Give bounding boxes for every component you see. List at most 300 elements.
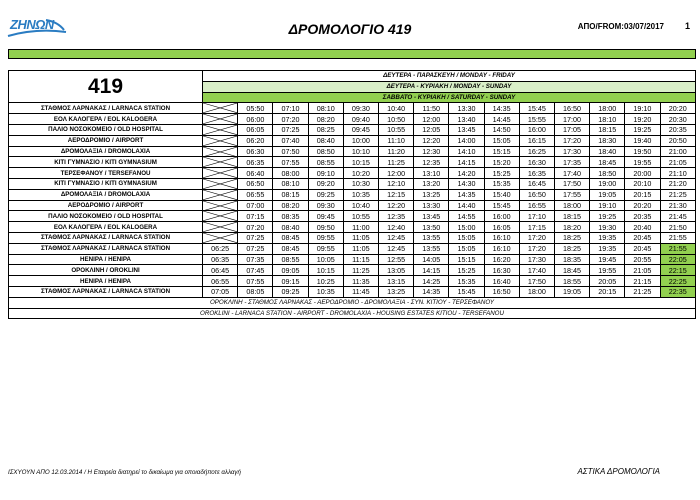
time-cell: 19:45 xyxy=(590,254,625,265)
time-cell: 07:15 xyxy=(238,211,273,222)
time-cell: 16:30 xyxy=(519,157,554,168)
time-cell: 06:20 xyxy=(238,135,273,146)
validity-note: ΙΣΧΥΟΥΝ ΑΠΟ 12.03.2014 / Η Εταιρεία διατηρεί το δικαίωμα για οποιαδήποτε αλλαγή xyxy=(8,469,241,476)
stop-name: ΗΕΝΙΡΑ / HENIPA xyxy=(9,254,203,265)
no-service-cell xyxy=(203,135,238,146)
time-cell: 19:55 xyxy=(625,157,660,168)
no-service-cell xyxy=(203,146,238,157)
time-cell: 10:50 xyxy=(379,114,414,125)
time-cell: 17:50 xyxy=(519,276,554,287)
no-service-cell xyxy=(203,168,238,179)
time-cell: 18:45 xyxy=(590,157,625,168)
time-cell: 21:55 xyxy=(660,243,696,254)
cross-mark-icon xyxy=(203,147,237,157)
time-cell: 08:40 xyxy=(273,222,308,233)
time-cell: 16:30 xyxy=(484,265,519,276)
time-cell: 12:05 xyxy=(414,124,449,135)
time-cell: 17:20 xyxy=(519,232,554,243)
time-cell: 06:50 xyxy=(238,178,273,189)
time-cell: 20:40 xyxy=(625,222,660,233)
stop-name: ΤΕΡΣΕΦΑΝΟΥ / TERSEFANOU xyxy=(9,168,203,179)
cross-mark-icon xyxy=(203,168,237,178)
cross-mark-icon xyxy=(203,179,237,189)
no-service-cell xyxy=(203,189,238,200)
time-cell: 18:25 xyxy=(554,232,589,243)
time-cell: 10:05 xyxy=(308,254,343,265)
table-row xyxy=(9,232,696,243)
time-cell: 16:00 xyxy=(484,211,519,222)
time-cell: 11:05 xyxy=(343,232,378,243)
time-cell: 06:25 xyxy=(203,243,238,254)
no-service-cell xyxy=(203,103,238,114)
time-cell: 21:20 xyxy=(660,178,696,189)
time-cell: 20:20 xyxy=(625,200,660,211)
time-cell: 14:35 xyxy=(484,103,519,114)
time-cell: 07:55 xyxy=(238,276,273,287)
time-cell: 13:55 xyxy=(414,243,449,254)
time-cell: 18:40 xyxy=(590,146,625,157)
time-cell: 13:30 xyxy=(414,200,449,211)
time-cell: 20:00 xyxy=(625,168,660,179)
route-note: OROKLINI - LARNACA STATION - AIRPORT - DROMOLAXIA - HOUSING ESTATES KITIOU - TERSEFANOU xyxy=(9,308,696,319)
table-row xyxy=(9,103,696,114)
stop-name: ΗΕΝΙΡΑ / HENIPA xyxy=(9,276,203,287)
time-cell: 09:45 xyxy=(308,211,343,222)
time-cell: 08:45 xyxy=(273,243,308,254)
time-cell: 22:15 xyxy=(660,265,696,276)
table-row xyxy=(9,243,696,254)
time-cell: 16:50 xyxy=(519,189,554,200)
time-cell: 17:50 xyxy=(554,178,589,189)
time-cell: 13:55 xyxy=(414,232,449,243)
stop-name: ΣΤΑΘΜΟΣ ΛΑΡΝΑΚΑΣ / LARNACA STATION xyxy=(9,243,203,254)
time-cell: 21:25 xyxy=(625,286,660,297)
time-cell: 16:20 xyxy=(484,254,519,265)
effective-date: ΑΠΟ/FROM:03/07/2017 xyxy=(577,22,664,31)
time-cell: 06:00 xyxy=(238,114,273,125)
time-cell: 09:45 xyxy=(343,124,378,135)
cross-mark-icon xyxy=(203,201,237,211)
time-cell: 19:10 xyxy=(625,103,660,114)
stop-name: ΚΙΤΙ ΓΥΜΝΑΣΙΟ / KITI GYMNASIUM xyxy=(9,178,203,189)
time-cell: 21:00 xyxy=(660,146,696,157)
time-cell: 14:10 xyxy=(449,146,484,157)
time-cell: 12:40 xyxy=(379,222,414,233)
time-cell: 08:10 xyxy=(273,178,308,189)
time-cell: 18:50 xyxy=(590,168,625,179)
time-cell: 15:15 xyxy=(484,146,519,157)
time-cell: 18:15 xyxy=(590,124,625,135)
cross-mark-icon xyxy=(203,136,237,146)
time-cell: 19:50 xyxy=(625,146,660,157)
time-cell: 19:25 xyxy=(625,124,660,135)
time-cell: 07:35 xyxy=(238,254,273,265)
time-cell: 21:45 xyxy=(660,211,696,222)
time-cell: 21:55 xyxy=(660,232,696,243)
service-type: ΑΣΤΙΚΑ ΔΡΟΜΟΛΟΓΙΑ xyxy=(577,467,660,476)
time-cell: 14:40 xyxy=(449,200,484,211)
time-cell: 21:05 xyxy=(660,157,696,168)
time-cell: 20:10 xyxy=(625,178,660,189)
band-monday-friday: ΔΕΥΤΕΡΑ - ΠΑΡΑΣΚΕΥΗ / MONDAY - FRIDAY xyxy=(203,71,696,82)
time-cell: 22:05 xyxy=(660,254,696,265)
time-cell: 06:05 xyxy=(238,124,273,135)
time-cell: 12:20 xyxy=(414,135,449,146)
time-cell: 14:00 xyxy=(449,135,484,146)
cross-mark-icon xyxy=(203,157,237,167)
time-cell: 08:25 xyxy=(308,124,343,135)
table-row xyxy=(9,178,696,189)
stop-name: ΠΑΛΙΟ ΝΟΣΟΚΟΜΕΙΟ / OLD HOSPITAL xyxy=(9,124,203,135)
time-cell: 17:40 xyxy=(554,168,589,179)
time-cell: 07:20 xyxy=(238,222,273,233)
time-cell: 19:35 xyxy=(590,243,625,254)
time-cell: 16:50 xyxy=(554,103,589,114)
table-row xyxy=(9,276,696,287)
time-cell: 17:15 xyxy=(519,222,554,233)
time-cell: 13:45 xyxy=(449,124,484,135)
time-cell: 08:50 xyxy=(308,146,343,157)
no-service-cell xyxy=(203,114,238,125)
time-cell: 05:50 xyxy=(238,103,273,114)
time-cell: 16:55 xyxy=(519,200,554,211)
time-cell: 12:35 xyxy=(379,211,414,222)
time-cell: 19:10 xyxy=(590,200,625,211)
time-cell: 13:15 xyxy=(379,276,414,287)
time-cell: 12:10 xyxy=(379,178,414,189)
time-cell: 07:00 xyxy=(238,200,273,211)
no-service-cell xyxy=(203,124,238,135)
header-green-bar xyxy=(8,49,696,59)
page-title: ΔΡΟΜΟΛΟΓΙΟ 419 xyxy=(288,21,412,37)
time-cell: 10:30 xyxy=(343,178,378,189)
time-cell: 19:05 xyxy=(590,189,625,200)
time-cell: 10:25 xyxy=(308,276,343,287)
time-cell: 15:15 xyxy=(449,254,484,265)
stop-name: ΣΤΑΘΜΟΣ ΛΑΡΝΑΚΑΣ / LARNACA STATION xyxy=(9,103,203,114)
time-cell: 19:55 xyxy=(590,265,625,276)
time-cell: 16:40 xyxy=(484,276,519,287)
time-cell: 15:05 xyxy=(484,135,519,146)
time-cell: 21:50 xyxy=(660,222,696,233)
time-cell: 09:30 xyxy=(308,200,343,211)
time-cell: 13:45 xyxy=(414,211,449,222)
stop-name: ΕΟΛ ΚΑΛΟΓΕΡΑ / EOL KALOGERA xyxy=(9,222,203,233)
time-cell: 17:30 xyxy=(554,146,589,157)
time-cell: 16:05 xyxy=(484,222,519,233)
time-cell: 13:20 xyxy=(414,178,449,189)
time-cell: 07:10 xyxy=(273,103,308,114)
time-cell: 17:00 xyxy=(554,114,589,125)
time-cell: 09:10 xyxy=(308,168,343,179)
time-cell: 09:55 xyxy=(308,232,343,243)
stop-name: ΣΤΑΘΜΟΣ ΛΑΡΝΑΚΑΣ / LARNACA STATION xyxy=(9,286,203,297)
time-cell: 11:35 xyxy=(343,276,378,287)
time-cell: 14:05 xyxy=(414,254,449,265)
time-cell: 19:40 xyxy=(625,135,660,146)
time-cell: 09:05 xyxy=(273,265,308,276)
table-row xyxy=(9,135,696,146)
time-cell: 08:10 xyxy=(308,103,343,114)
time-cell: 15:25 xyxy=(484,168,519,179)
time-cell: 18:15 xyxy=(554,211,589,222)
time-cell: 19:25 xyxy=(590,211,625,222)
time-cell: 10:55 xyxy=(343,211,378,222)
time-cell: 17:40 xyxy=(519,265,554,276)
time-cell: 07:25 xyxy=(238,243,273,254)
table-row xyxy=(9,200,696,211)
time-cell: 15:45 xyxy=(449,286,484,297)
time-cell: 16:25 xyxy=(519,146,554,157)
table-row xyxy=(9,189,696,200)
time-cell: 11:20 xyxy=(379,146,414,157)
time-cell: 19:05 xyxy=(554,286,589,297)
time-cell: 16:50 xyxy=(484,286,519,297)
stop-name: ΕΟΛ ΚΑΛΟΓΕΡΑ / EOL KALOGERA xyxy=(9,114,203,125)
time-cell: 06:55 xyxy=(238,189,273,200)
table-row xyxy=(9,157,696,168)
time-cell: 20:50 xyxy=(660,135,696,146)
time-cell: 14:15 xyxy=(449,157,484,168)
time-cell: 17:05 xyxy=(554,124,589,135)
time-cell: 07:50 xyxy=(273,146,308,157)
time-cell: 15:00 xyxy=(449,222,484,233)
time-cell: 09:20 xyxy=(308,178,343,189)
time-cell: 22:25 xyxy=(660,276,696,287)
time-cell: 20:15 xyxy=(590,286,625,297)
time-cell: 12:55 xyxy=(379,254,414,265)
time-cell: 18:25 xyxy=(554,243,589,254)
time-cell: 22:35 xyxy=(660,286,696,297)
time-cell: 11:25 xyxy=(379,157,414,168)
time-cell: 20:45 xyxy=(625,232,660,243)
table-row xyxy=(9,211,696,222)
cross-mark-icon xyxy=(203,190,237,200)
time-cell: 21:25 xyxy=(660,189,696,200)
time-cell: 15:35 xyxy=(449,276,484,287)
time-cell: 15:05 xyxy=(449,243,484,254)
time-cell: 20:15 xyxy=(625,189,660,200)
stop-name: ΟΡΟΚΛΙΝΗ / OROKLINI xyxy=(9,265,203,276)
time-cell: 10:00 xyxy=(343,135,378,146)
time-cell: 14:25 xyxy=(414,276,449,287)
time-cell: 08:00 xyxy=(273,168,308,179)
time-cell: 21:15 xyxy=(625,276,660,287)
time-cell: 13:25 xyxy=(414,189,449,200)
no-service-cell xyxy=(203,222,238,233)
time-cell: 07:45 xyxy=(238,265,273,276)
route-note: ΟΡΟΚΛΙΝΗ - ΣΤΑΘΜΟΣ ΛΑΡΝΑΚΑΣ - ΑΕΡΟΔΡΟΜΙΟ - ΔΡΟΜΟΛΑΞΙΑ - ΣΥΝ. ΚΙΤΙΟΥ - ΤΕΡΣΕΦΑΝΟΥ xyxy=(9,297,696,308)
time-cell: 12:20 xyxy=(379,200,414,211)
stop-name: ΠΑΛΙΟ ΝΟΣΟΚΟΜΕΙΟ / OLD HOSPITAL xyxy=(9,211,203,222)
time-cell: 20:35 xyxy=(660,124,696,135)
time-cell: 08:20 xyxy=(308,114,343,125)
band-row xyxy=(9,71,696,82)
time-cell: 14:15 xyxy=(414,265,449,276)
table-row xyxy=(9,124,696,135)
time-cell: 16:15 xyxy=(519,135,554,146)
time-cell: 19:20 xyxy=(625,114,660,125)
time-cell: 06:30 xyxy=(238,146,273,157)
time-cell: 17:55 xyxy=(554,189,589,200)
route-number: 419 xyxy=(9,71,203,103)
time-cell: 10:35 xyxy=(343,189,378,200)
time-cell: 10:35 xyxy=(308,286,343,297)
stop-name: ΚΙΤΙ ΓΥΜΝΑΣΙΟ / KITI GYMNASIUM xyxy=(9,157,203,168)
route-note-row xyxy=(9,308,696,319)
no-service-cell xyxy=(203,157,238,168)
time-cell: 15:05 xyxy=(449,232,484,243)
time-cell: 08:45 xyxy=(273,232,308,243)
time-cell: 18:10 xyxy=(590,114,625,125)
time-cell: 11:25 xyxy=(343,265,378,276)
time-cell: 16:00 xyxy=(519,124,554,135)
time-cell: 17:20 xyxy=(519,243,554,254)
table-row xyxy=(9,265,696,276)
time-cell: 14:35 xyxy=(414,286,449,297)
band-saturday-sunday: ΣΑΒΒΑΤΟ - ΚΥΡΙΑΚΗ / SATURDAY - SUNDAY xyxy=(203,92,696,103)
time-cell: 20:45 xyxy=(625,243,660,254)
band-monday-sunday: ΔΕΥΤΕΡΑ - ΚΥΡΙΑΚΗ / MONDAY - SUNDAY xyxy=(203,81,696,92)
time-cell: 10:20 xyxy=(343,168,378,179)
time-cell: 17:10 xyxy=(519,211,554,222)
stop-name: ΣΤΑΘΜΟΣ ΛΑΡΝΑΚΑΣ / LARNACA STATION xyxy=(9,232,203,243)
table-row xyxy=(9,222,696,233)
time-cell: 12:00 xyxy=(379,168,414,179)
route-note-row xyxy=(9,297,696,308)
time-cell: 12:45 xyxy=(379,243,414,254)
no-service-cell xyxy=(203,232,238,243)
time-cell: 14:45 xyxy=(484,114,519,125)
time-cell: 07:55 xyxy=(273,157,308,168)
time-cell: 16:35 xyxy=(519,168,554,179)
time-cell: 12:30 xyxy=(414,146,449,157)
table-row xyxy=(9,286,696,297)
time-cell: 10:40 xyxy=(343,200,378,211)
time-cell: 19:30 xyxy=(590,222,625,233)
time-cell: 20:20 xyxy=(660,103,696,114)
time-cell: 08:35 xyxy=(273,211,308,222)
time-cell: 08:20 xyxy=(273,200,308,211)
time-cell: 06:35 xyxy=(238,157,273,168)
time-cell: 10:15 xyxy=(308,265,343,276)
time-cell: 15:20 xyxy=(484,157,519,168)
no-service-cell xyxy=(203,178,238,189)
table-row xyxy=(9,146,696,157)
time-cell: 20:35 xyxy=(625,211,660,222)
time-cell: 17:30 xyxy=(519,254,554,265)
time-cell: 14:35 xyxy=(449,189,484,200)
time-cell: 09:25 xyxy=(308,189,343,200)
time-cell: 10:40 xyxy=(379,103,414,114)
stop-name: ΑΕΡΟΔΡΟΜΙΟ / AIRPORT xyxy=(9,135,203,146)
time-cell: 09:15 xyxy=(273,276,308,287)
time-cell: 11:00 xyxy=(343,222,378,233)
cross-mark-icon xyxy=(203,233,237,243)
time-cell: 18:00 xyxy=(590,103,625,114)
time-cell: 10:55 xyxy=(379,124,414,135)
time-cell: 21:10 xyxy=(660,168,696,179)
time-cell: 18:30 xyxy=(590,135,625,146)
time-cell: 07:20 xyxy=(273,114,308,125)
time-cell: 11:10 xyxy=(379,135,414,146)
time-cell: 06:40 xyxy=(238,168,273,179)
time-cell: 10:10 xyxy=(343,146,378,157)
time-cell: 17:20 xyxy=(554,135,589,146)
time-cell: 09:40 xyxy=(343,114,378,125)
time-cell: 20:55 xyxy=(625,254,660,265)
time-cell: 21:30 xyxy=(660,200,696,211)
time-cell: 15:25 xyxy=(449,265,484,276)
time-cell: 12:15 xyxy=(379,189,414,200)
time-cell: 15:35 xyxy=(484,178,519,189)
time-cell: 15:45 xyxy=(519,103,554,114)
time-cell: 09:25 xyxy=(273,286,308,297)
no-service-cell xyxy=(203,211,238,222)
time-cell: 08:15 xyxy=(273,189,308,200)
time-cell: 11:50 xyxy=(414,103,449,114)
time-cell: 17:35 xyxy=(554,157,589,168)
timetable xyxy=(8,70,696,319)
time-cell: 13:30 xyxy=(449,103,484,114)
time-cell: 14:55 xyxy=(449,211,484,222)
time-cell: 09:50 xyxy=(308,222,343,233)
time-cell: 08:05 xyxy=(238,286,273,297)
time-cell: 06:45 xyxy=(203,265,238,276)
time-cell: 16:10 xyxy=(484,232,519,243)
time-cell: 11:45 xyxy=(343,286,378,297)
time-cell: 18:45 xyxy=(554,265,589,276)
cross-mark-icon xyxy=(203,125,237,135)
time-cell: 18:20 xyxy=(554,222,589,233)
time-cell: 09:55 xyxy=(308,243,343,254)
stop-name: ΑΕΡΟΔΡΟΜΙΟ / AIRPORT xyxy=(9,200,203,211)
time-cell: 20:30 xyxy=(660,114,696,125)
time-cell: 20:05 xyxy=(590,276,625,287)
time-cell: 13:25 xyxy=(379,286,414,297)
time-cell: 11:15 xyxy=(343,254,378,265)
time-cell: 13:40 xyxy=(449,114,484,125)
time-cell: 15:55 xyxy=(519,114,554,125)
time-cell: 07:40 xyxy=(273,135,308,146)
time-cell: 18:00 xyxy=(519,286,554,297)
time-cell: 07:25 xyxy=(273,124,308,135)
time-cell: 13:50 xyxy=(414,222,449,233)
time-cell: 07:05 xyxy=(203,286,238,297)
time-cell: 08:55 xyxy=(273,254,308,265)
time-cell: 10:15 xyxy=(343,157,378,168)
time-cell: 21:05 xyxy=(625,265,660,276)
time-cell: 13:10 xyxy=(414,168,449,179)
time-cell: 12:00 xyxy=(414,114,449,125)
stop-name: ΔΡΟΜΟΛΑΞΙΑ / DROMOLAXIA xyxy=(9,146,203,157)
time-cell: 08:40 xyxy=(308,135,343,146)
time-cell: 19:00 xyxy=(590,178,625,189)
table-row xyxy=(9,254,696,265)
logo-text: ZHNΩN xyxy=(10,17,54,32)
cross-mark-icon xyxy=(203,222,237,232)
time-cell: 07:25 xyxy=(238,232,273,243)
time-cell: 19:35 xyxy=(590,232,625,243)
time-cell: 13:05 xyxy=(379,265,414,276)
time-cell: 11:05 xyxy=(343,243,378,254)
time-cell: 09:30 xyxy=(343,103,378,114)
cross-mark-icon xyxy=(203,103,237,113)
stop-name: ΔΡΟΜΟΛΑΞΙΑ / DROMOLAXIA xyxy=(9,189,203,200)
time-cell: 06:35 xyxy=(203,254,238,265)
time-cell: 15:40 xyxy=(484,189,519,200)
table-row xyxy=(9,168,696,179)
